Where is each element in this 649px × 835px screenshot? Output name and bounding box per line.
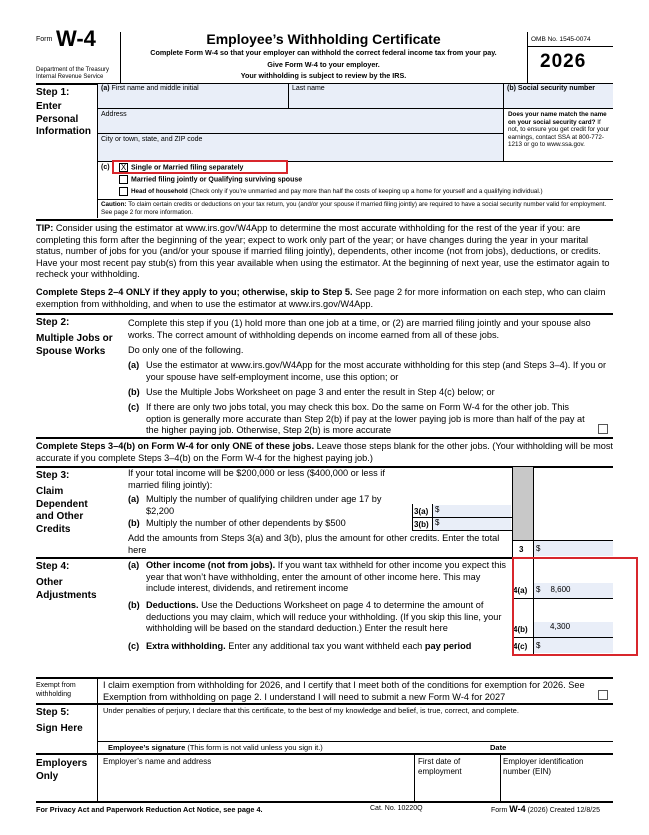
step4-highlight-box (512, 557, 638, 656)
step3-number: Step 3: (36, 470, 70, 481)
step5-title: Sign Here (36, 723, 83, 734)
step4-number: Step 4: (36, 561, 70, 572)
mfj-checkbox[interactable] (119, 175, 128, 184)
step3-title: Claim Dependent and Other Credits (36, 486, 88, 535)
date-field[interactable] (490, 718, 613, 741)
step4-c-text: Extra withholding. Enter any additional tax you want withheld each pay period (146, 641, 472, 651)
header-line-2: Give Form W-4 to your employer. (267, 60, 380, 69)
tax-year: 2026 (540, 51, 587, 72)
step5-number: Step 5: (36, 707, 70, 718)
step2-c-text: If there are only two jobs total, you may check this box. Do the same on Form W-4 for the other job. This option is generally more accurate than Step 2(b) if pay at the lower paying job is more than half of the pay at the higher paying job. Otherwise, Step 2(b) is more accurate (146, 402, 585, 436)
ein-field[interactable]: Employer identification number (EIN) (503, 757, 584, 776)
irs-label: Internal Revenue Service (36, 74, 104, 80)
filing-status-c: (c) (101, 164, 110, 171)
date-label: Date (490, 743, 507, 752)
first-date-employment-field[interactable]: First date of employment (418, 757, 462, 776)
first-name-field[interactable]: (a) First name and middle initial (98, 84, 288, 108)
footer-cat-no: Cat. No. 10220Q (370, 805, 423, 812)
footer-form-id: Form W-4 (2026) Created 12/8/25 (491, 804, 600, 814)
form-title: Employee’s Withholding Certificate (206, 31, 441, 47)
hoh-checkbox[interactable] (119, 187, 128, 196)
box-3b-input[interactable]: $ (433, 518, 511, 530)
footer-privacy: For Privacy Act and Paperwork Reduction Act Notice, see page 4. (36, 805, 263, 814)
step1-title: Enter Personal Information (36, 101, 91, 137)
box-4b-label: 4(b) (513, 625, 528, 634)
employers-only-title: Employers Only (36, 758, 88, 782)
step2-number: Step 2: (36, 317, 70, 328)
employer-name-field[interactable]: Employer’s name and address (103, 757, 212, 766)
step3-b-text: Multiply the number of other dependents by $500 (146, 518, 346, 528)
header-line-3: Your withholding is subject to review by the IRS. (240, 71, 407, 80)
perjury-text: Under penalties of perjury, I declare that this certificate, to the best of my knowledge and belief, is true, correct, and complete. (103, 706, 519, 715)
step4-b-text: Deductions. Use the Deductions Worksheet on page 4 to determine the amount of deductions you may claim, which will reduce your withholding. (If you skip this line, your withholding will be based on the standard deduction.) Enter the result here (146, 600, 502, 634)
ssn-field[interactable]: (b) Social security number (504, 84, 613, 108)
single-checkbox[interactable]: X (120, 163, 127, 172)
step4-a-text: Other income (not from jobs). If you want tax withheld for other income you expect this year that won’t have withholding, enter the amount of other income here. This may include interest, dividends, and retirement income (146, 560, 506, 594)
ssn-label: Social security number (517, 85, 595, 92)
last-name-field[interactable]: Last name (289, 84, 503, 108)
signature-field[interactable] (98, 718, 484, 741)
step3-b-label: (b) (128, 518, 140, 528)
step4-a-label: (a) (128, 560, 140, 570)
box-3a-label: 3(a) (414, 507, 429, 516)
step2-b-text: Use the Multiple Jobs Worksheet on page 3 and enter the result in Step 4(c) below; or (146, 387, 495, 397)
step2-do-one: Do only one of the following. (128, 345, 244, 355)
filing-single[interactable]: X Single or Married filing separately (120, 163, 244, 172)
step3-a-text: Multiply the number of qualifying children under age 17 by $2,200 (146, 494, 382, 516)
form-label (36, 36, 52, 43)
box-4c-input[interactable]: $ (534, 638, 613, 653)
form-word: Form (36, 36, 53, 43)
ssn-name-note: Does your name match the name on your social security card? If not, to ensure you get credit for your earnings, contact SSA at 800-772-1213 or go to www.ssa.gov. (508, 111, 610, 149)
box-4a-label: 4(a) (513, 586, 528, 595)
step2-c-label: (c) (128, 402, 140, 412)
form-number: W-4 (56, 26, 96, 51)
box-4b-value: 4,300 (550, 622, 571, 631)
dept-treasury: Department of the Treasury (36, 67, 110, 73)
exempt-label: Exempt from withholding (36, 682, 76, 698)
address-field[interactable]: Address (98, 109, 503, 133)
filing-mfj[interactable]: Married filing jointly or Qualifying surviving spouse (119, 175, 302, 184)
single-highlight-box (112, 160, 288, 174)
header-line-1: Complete Form W-4 so that your employer can withhold the correct federal income tax from your pay. (150, 48, 497, 57)
box-4c-label: 4(c) (513, 642, 528, 651)
signature-label: Employee’s signature (This form is not valid unless you sign it.) (108, 743, 323, 752)
city-field[interactable]: City or town, state, and ZIP code (98, 134, 503, 161)
step3-a-label: (a) (128, 494, 140, 504)
caution-note: Caution: To claim certain credits or deductions on your tax return, you (and/or your spouse if married filing jointly) are required to have a social security number valid for employment. See page 2 for more information. (101, 201, 607, 216)
box-4a-input[interactable]: $ 8,600 (534, 583, 613, 598)
step4-b-label: (b) (128, 600, 140, 610)
step2-a-label: (a) (128, 360, 140, 370)
step3-gray-column (512, 467, 534, 540)
omb-number: OMB No. 1545-0074 (531, 36, 591, 43)
box-3-input[interactable]: $ (534, 541, 613, 556)
step3-total-text: Add the amounts from Steps 3(a) and 3(b), plus the amount for other credits. Enter the total here (128, 533, 500, 555)
exempt-text: I claim exemption from withholding for 2026, and I certify that I meet both of the conditions for exemption for 2026. See Exemption from withholding on page 2. I understand I will need to submit a new Form W-4 for 2027 (103, 680, 585, 702)
step3-intro: If your total income will be $200,000 or less ($400,000 or less if married filing jointly): (128, 468, 385, 490)
step2-a-text: Use the estimator at www.irs.gov/W4App for the most accurate withholding for this step (and Steps 3–4). If you or your spouse have self-employment income, use this option; or (146, 360, 607, 382)
step1-number: Step 1: (36, 87, 70, 98)
box-3b-label: 3(b) (414, 520, 429, 529)
instruction-steps-3-4b: Complete Steps 3–4(b) on Form W-4 for only ONE of these jobs. Leave those steps blank for the other jobs. (Your withholding will be most accurate if you complete Steps 3–4(b) on the Form W-4 for the highest paying job.) (36, 441, 613, 463)
step2-intro: Complete this step if you (1) hold more than one job at a time, or (2) are married filing jointly and your spouse also works. The correct amount of withholding depends on income earned from all of these jobs. (128, 318, 591, 340)
step2-title: Multiple Jobs or Spouse Works (36, 333, 113, 357)
box-4a-value: 8,600 (550, 585, 571, 594)
box-3-label: 3 (519, 545, 524, 554)
exempt-checkbox[interactable] (598, 690, 608, 700)
step4-c-label: (c) (128, 641, 140, 651)
tip-text: TIP: Consider using the estimator at www.irs.gov/W4App to determine the most accurate withholding for the rest of the year if you: are completing this form after the beginning of the year; expect to work only part of the year; or have changes during the year in your marital status, number of jobs for you (and/or your spouse if married filing jointly), dependents, other income (not from jobs), deductions, or credits. Have your most recent pay stub(s) from this year available when using the estimator. At the beginning of next year, use the estimator again to recheck your withholding. (36, 223, 610, 280)
box-3a-input[interactable]: $ (433, 505, 511, 517)
instruction-steps-2-4: Complete Steps 2–4 ONLY if they apply to you; otherwise, skip to Step 5. See page 2 for more information on each step, who can claim exemption from withholding, and when to use the estimator at www.irs.gov/W4App. (36, 287, 606, 309)
filing-hoh[interactable]: Head of household (Check only if you’re unmarried and pay more than half the costs of keeping up a home for yourself and a qualifying individual.) (119, 187, 543, 196)
step2-b-label: (b) (128, 387, 140, 397)
step4-title: Other Adjustments (36, 577, 97, 601)
step2c-checkbox[interactable] (598, 424, 608, 434)
first-name-label: First name and middle initial (111, 85, 199, 92)
